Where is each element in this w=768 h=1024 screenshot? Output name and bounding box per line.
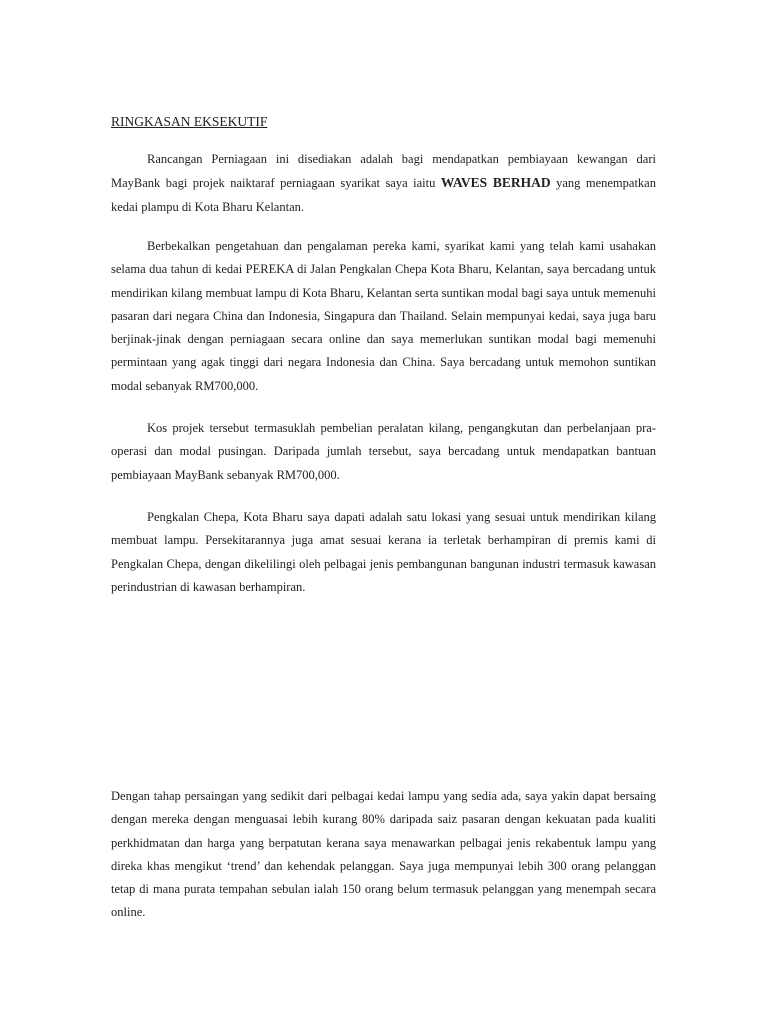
paragraph-project-cost: Kos projek tersebut termasuklah pembelian peralatan kilang, pengangkutan dan perbelanjaan pra-operasi dan modal pusingan. Daripada jumlah tersebut, saya bercadang untuk mendapatkan bantuan pembiayaan MayBank sebanyak RM700,000. bbox=[111, 421, 656, 482]
section-heading: RINGKASAN EKSEKUTIF bbox=[111, 114, 268, 129]
company-name: WAVES BERHAD bbox=[440, 175, 551, 191]
paragraph-competition: Dengan tahap persaingan yang sedikit dari pelbagai kedai lampu yang sedia ada, saya yakin dapat bersaing dengan mereka dengan menguasai lebih kurang 80% daripada saiz pasaran dengan kekuatan pada kualiti perkhidmatan dan harga yang berpatutan kerana saya menawarkan pelbagai jenis rekabentuk lampu yang direka khas mengikut ‘trend’ dan kehendak pelanggan. Saya juga mempunyai lebih 300 orang pelanggan tetap di mana purata tempahan sebulan ialah 150 orang belum termasuk pelanggan yang menempah secara online. bbox=[111, 789, 656, 920]
paragraph-intro bbox=[111, 148, 656, 219]
paragraph-location: Pengkalan Chepa, Kota Bharu saya dapati adalah satu lokasi yang sesuai untuk mendirikan kilang membuat lampu. Persekitarannya juga amat sesuai kerana ia terletak berhampiran di premis kami di Pengkalan Chepa, dengan dikelilingi oleh pelbagai jenis pembangunan bangunan industri termasuk kawasan perindustrian di kawasan berhampiran. bbox=[111, 510, 656, 594]
paragraph-intro-text-before: Rancangan Perniagaan ini disediakan adalah bagi mendapatkan pembiayaan kewangan dari MayBank bagi projek naiktaraf perniagaan syarikat saya iaitu bbox=[111, 152, 656, 191]
paragraph-intro-text-after: yang menempatkan kedai plampu di Kota Bharu Kelantan. bbox=[111, 176, 656, 214]
paragraph-background: Berbekalkan pengetahuan dan pengalaman pereka kami, syarikat kami yang telah kami usahakan selama dua tahun di kedai PEREKA di Jalan Pengkalan Chepa Kota Bharu, Kelantan, saya bercadang untuk mendirikan kilang membuat lampu di Kota Bharu, Kelantan serta suntikan modal bagi saya untuk memenuhi pasaran dari negara China dan Indonesia, Singapura dan Thailand. Selain mempunyai kedai, saya juga baru berjinak-jinak dengan perniagaan secara online dan saya memerlukan suntikan modal bagi memenuhi permintaan yang agak tinggi dari negara Indonesia dan China. Saya bercadang untuk memohon suntikan modal sebanyak RM700,000. bbox=[111, 239, 656, 393]
